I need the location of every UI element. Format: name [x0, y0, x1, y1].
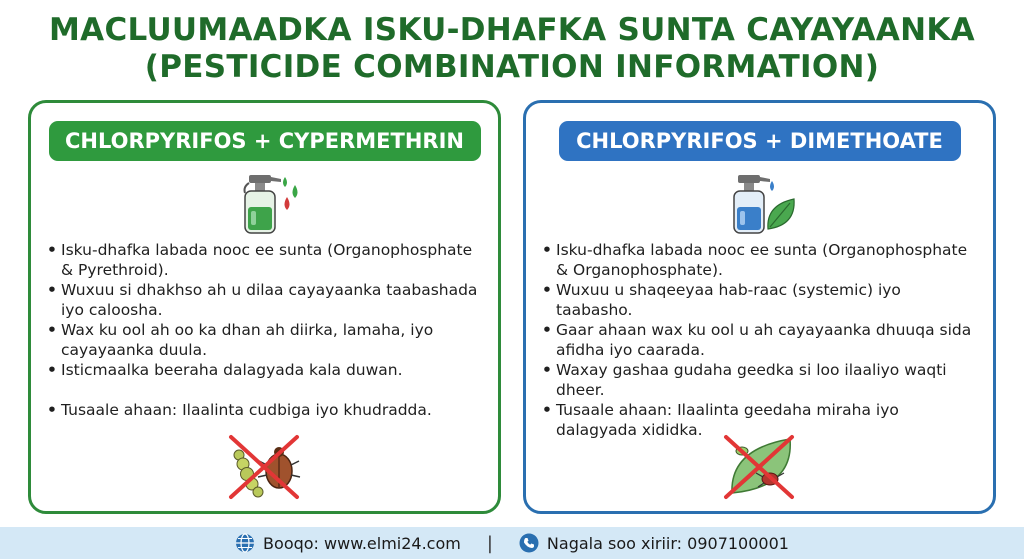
info-list [540, 240, 981, 440]
aphid-leaf-crossed-icon [720, 431, 800, 501]
list-item: • Wuxuu u shaqeeyaa hab-raac (systemic) iyo taabasho. [540, 280, 981, 320]
page-title-line2: (PESTICIDE COMBINATION INFORMATION) [144, 49, 880, 85]
footer-separator: | [486, 532, 493, 554]
page-title-line1: MACLUUMAADKA ISKU-DHAFKA SUNTA CAYAYAANKA [49, 12, 975, 48]
footer-website[interactable] [235, 533, 461, 553]
list-item: • Wax ku ool ah oo ka dhan ah diirka, lamaha, iyo cayayaanka duula. [45, 320, 486, 360]
footer-bar [0, 527, 1024, 559]
spray-bottle-leaf-icon [720, 169, 800, 237]
caterpillar-beetle-crossed-icon [225, 431, 305, 501]
card-header: CHLORPYRIFOS + CYPERMETHRIN [49, 121, 481, 161]
spray-bottle-icon [225, 169, 305, 237]
list-item: • Tusaale ahaan: Ilaalinta cudbiga iyo khudradda. [45, 400, 486, 420]
combination-card-cypermethrin [28, 100, 501, 514]
list-item: • Waxay gashaa gudaha geedka si loo ilaaliyo waqti dheer. [540, 360, 981, 400]
combination-card-dimethoate [523, 100, 996, 514]
list-item: • Isku-dhafka labada nooc ee sunta (Organophosphate & Pyrethroid). [45, 240, 486, 280]
card-header: CHLORPYRIFOS + DIMETHOATE [559, 121, 961, 161]
footer-phone[interactable] [519, 533, 789, 553]
list-item: • Wuxuu si dhakhso ah u dilaa cayayaanka taabashada iyo caloosha. [45, 280, 486, 320]
list-item: • Tusaale ahaan: Ilaalinta geedaha miraha iyo dalagyada xididka. [540, 400, 981, 440]
list-item: • Gaar ahaan wax ku ool u ah cayayaanka dhuuqa sida afidha iyo caarada. [540, 320, 981, 360]
list-item: • Isku-dhafka labada nooc ee sunta (Organophosphate & Organophosphate). [540, 240, 981, 280]
phone-icon [519, 533, 539, 553]
globe-icon [235, 533, 255, 553]
info-list [45, 240, 486, 420]
list-item: • Isticmaalka beeraha dalagyada kala duwan. [45, 360, 486, 380]
page-title [0, 12, 1024, 86]
website-text: Booqo: www.elmi24.com [263, 533, 461, 553]
phone-text: Nagala soo xiriir: 0907100001 [546, 533, 789, 553]
